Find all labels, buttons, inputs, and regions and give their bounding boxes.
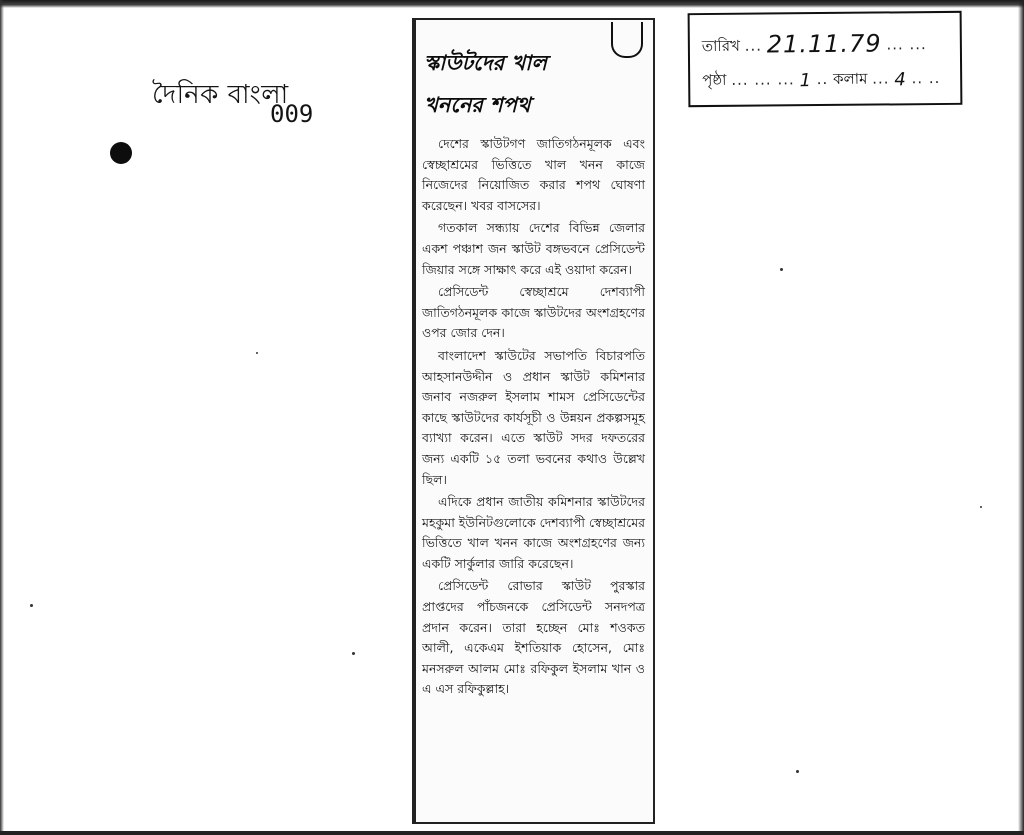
stamp-date-row [702, 27, 927, 60]
clipping-cut-edge [414, 20, 416, 822]
stamp-dots: ... ... [886, 35, 927, 54]
stamp-page-label: পৃষ্ঠা [702, 70, 727, 90]
article-paragraph: দেশের স্কাউটগণ জাতিগঠনমূলক এবং স্বেচ্ছাশ্রমের ভিত্তিতে খাল খনন কাজে নিজেদের নিয়োজিত করার শপথ ঘোষণা করেছেন। খবর বাসসের। [422, 136, 645, 213]
stamp-dots: ... [744, 36, 763, 55]
scan-border-left [0, 0, 4, 835]
article-paragraph: গতকাল সন্ধ্যায় দেশের বিভিন্ন জেলার একশ পঞ্চাশ জন স্কাউট বঙ্গভবনে প্রেসিডেন্ট জিয়ার সঙ্গে সাক্ষাৎ করে এই ওয়াদা করেন। [422, 220, 645, 277]
stamp-dots: ... ... ... [731, 70, 795, 89]
file-number: 009 [270, 100, 314, 128]
article-paragraph: বাংলাদেশ স্কাউটের সভাপতি বিচারপতি আহসানউদ্দীন ও প্রধান স্কাউট কমিশনার জনাব নজরুল ইসলাম শামস প্রেসিডেন্টের কাছে স্কাউটদের কার্যসূচী ও উন্নয়ন প্রকল্পসমূহ ব্যাখ্যা করেন। এতে স্কাউট সদর দফতরের জন্য একটি ১৫ তলা ভবনের কথাও উল্লেখ ছিল। [422, 347, 645, 487]
scan-speck [796, 770, 799, 773]
newspaper-clipping [412, 18, 655, 824]
stamp-date-label: তারিখ [701, 36, 740, 56]
stamp-page-value: 1 [799, 70, 813, 92]
scan-border-top [0, 0, 1024, 8]
article-paragraph: প্রেসিডেন্ট স্বেচ্ছাশ্রমে দেশব্যাপী জাতিগঠনমূলক কাজে স্কাউটদের অংশগ্রহণের ওপর জোর দেন। [422, 284, 645, 341]
article-headline [424, 42, 645, 126]
stamp-column-label: কলাম [832, 69, 868, 88]
article-paragraph: এদিকে প্রধান জাতীয় কমিশনার স্কাউটদের মহকুমা ইউনিটগুলোকে দেশব্যাপী স্বেচ্ছাশ্রমের ভিত্তিতে খাল খনন কাজে অংশগ্রহণের জন্য একটি সার্কুলার জারি করেছেন। [422, 494, 646, 571]
punch-hole-mark [110, 142, 132, 164]
scan-border-bottom [0, 831, 1024, 835]
scan-speck [30, 604, 33, 607]
scan-speck [980, 506, 982, 508]
scan-speck [780, 268, 783, 271]
headline-line-1: স্কাউটদের খাল [424, 51, 547, 75]
scan-border-right [1018, 0, 1024, 835]
newspaper-name: দৈনিক বাংলা [152, 80, 289, 110]
stamp-dots: .. [816, 69, 829, 89]
stamp-dots: ... [872, 69, 890, 88]
date-stamp [688, 11, 963, 107]
headline-line-2: খননের শপথ [424, 93, 531, 117]
stamp-dots: .. .. [911, 68, 941, 88]
stamp-page-row [702, 67, 940, 94]
scan-speck [256, 352, 258, 354]
clipping-corner-mark [611, 22, 643, 58]
scan-speck [352, 652, 355, 655]
article-paragraph: প্রেসিডেন্ট রোভার স্কাউট পুরস্কার প্রাপ্তদের পাঁচজনকে প্রেসিডেন্ট সনদপত্র প্রদান করেন। তারা হচ্ছেন মোঃ শওকত আলী, একেএম ইশতিয়াক হোসেন, মোঃ মনসরুল আলম মোঃ রফিকুল ইসলাম খান ও এ এস রফিকুল্লাহ। [422, 578, 645, 697]
stamp-date-value: 21.11.79 [766, 29, 882, 59]
stamp-column-value: 4 [894, 69, 907, 91]
